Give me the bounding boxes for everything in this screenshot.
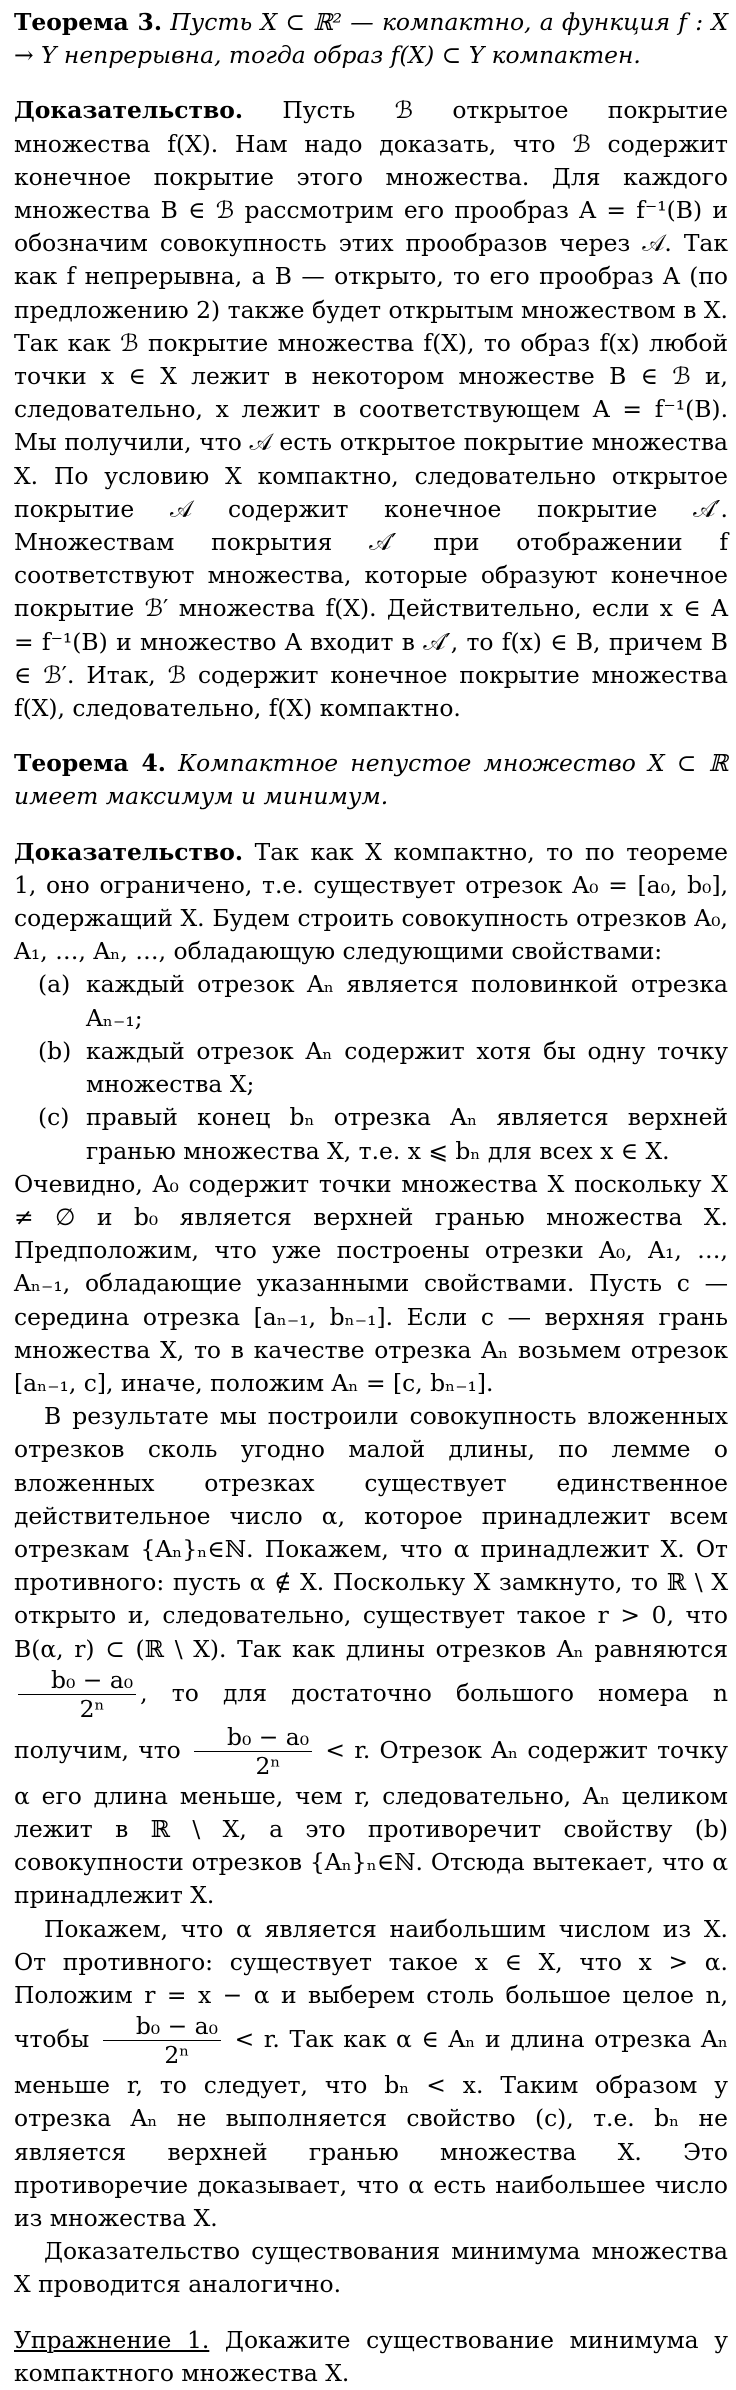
- proof-4: [14, 836, 728, 2302]
- proof-4-intro: [14, 836, 728, 969]
- property-text: каждый отрезок Aₙ содержит хотя бы одну точку множества X;: [86, 1036, 728, 1099]
- proof-4-paragraph-2-part-b: , то для достаточно большого номера n получим, что: [14, 1678, 728, 1764]
- theorem-3-heading: Теорема 3.: [14, 8, 162, 36]
- proof-4-paragraph-2: [14, 1400, 728, 1912]
- proof-4-paragraph-2-part-a: В результате мы построили совокупность вложенных отрезков сколь угодно малой длины, по лемме о вложенных отрезках существует единственное действительное число α, которое принадлежит всем отрезкам {Aₙ}ₙ∈ℕ. Покажем, что α принадлежит X. От противного: пусть α ∉ X. Поскольку X замкнуто, то ℝ \ X открыто и, следовательно, существует такое r > 0, что B(α, r) ⊂ (ℝ \ X). Так как длины отрезков Aₙ равняются: [14, 1402, 728, 1663]
- fraction-denominator: 2ⁿ: [255, 1751, 281, 1780]
- proof-4-paragraph-3: [14, 1913, 728, 2236]
- theorem-3: [14, 6, 728, 72]
- theorem-3-statement: Пусть X ⊂ ℝ² — компактно, а функция f : X → Y непрерывна, тогда образ f(X) ⊂ Y компактен.: [14, 8, 729, 70]
- proof-4-paragraph-3-part-b: < r. Так как α ∈ Aₙ и длина отрезка Aₙ меньше r, то следует, что bₙ < x. Таким образом у отрезка Aₙ не выполняется свойство (c), т.е. bₙ не является верхней гранью множества X. Это противоречие доказывает, что α есть наибольшее число из множества X.: [14, 2025, 729, 2232]
- property-label: (a): [38, 970, 71, 999]
- proof-3-heading: Доказательство.: [14, 96, 244, 125]
- theorem-4: [14, 747, 728, 813]
- property-list: [14, 968, 728, 1167]
- fraction-denominator: 2ⁿ: [164, 2041, 190, 2070]
- proof-4-paragraph-2-part-c: < r. Отрезок Aₙ содержит точку α его длина меньше, чем r, следовательно, Aₙ целиком лежит в ℝ \ X, а это противоречит свойству (b) совокупности отрезков {Aₙ}ₙ∈ℕ. Отсюда вытекает, что α принадлежит X.: [14, 1735, 728, 1910]
- exercise-label: Упражнение 1.: [14, 2325, 210, 2354]
- property-item: [38, 1035, 728, 1101]
- exercise-1: [14, 2324, 728, 2390]
- fraction: [103, 2012, 221, 2069]
- fraction: [194, 1723, 312, 1780]
- exercise-text: Докажите существование минимума у компактного множества X.: [14, 2325, 728, 2387]
- fraction-numerator: b₀ − a₀: [18, 1666, 136, 1695]
- property-label: (b): [38, 1036, 72, 1065]
- theorem-4-statement: Компактное непустое множество X ⊂ ℝ имеет максимум и минимум.: [14, 749, 729, 811]
- theorem-4-heading: Теорема 4.: [14, 749, 166, 778]
- property-label: (c): [38, 1103, 70, 1132]
- proof-4-intro-text: Так как X компактно, то по теореме 1, оно ограничено, т.е. существует отрезок A₀ = [a₀, b₀], содержащий X. Будем строить совокупность отрезков A₀, A₁, …, Aₙ, …, обладающую следующими свойствами:: [14, 837, 728, 966]
- proof-4-heading: Доказательство.: [14, 837, 244, 866]
- property-text: каждый отрезок Aₙ является половинкой отрезка Aₙ₋₁;: [86, 970, 728, 1032]
- fraction: [18, 1666, 136, 1723]
- fraction-numerator: b₀ − a₀: [103, 2012, 221, 2041]
- proof-3: [14, 94, 728, 725]
- fraction-denominator: 2ⁿ: [79, 1694, 105, 1723]
- proof-3-text: Пусть ℬ открытое покрытие множества f(X). Нам надо доказать, что ℬ содержит конечное покрытие этого множества. Для каждого множества B ∈ ℬ рассмотрим его прообраз A = f⁻¹(B) и обозначим совокупность этих прообразов через 𝒜. Так как f непрерывна, а B — открыто, то его прообраз A (по предложению 2) также будет открытым множеством в X. Так как ℬ покрытие множества f(X), то образ f(x) любой точки x ∈ X лежит в некотором множестве B ∈ ℬ и, следовательно, x лежит в соответствующем A = f⁻¹(B). Мы получили, что 𝒜 есть открытое покрытие множества X. По условию X компактно, следовательно открытое покрытие 𝒜 содержит конечное покрытие 𝒜′. Множествам покрытия 𝒜′ при отображении f соответствуют множества, которые образуют конечное покрытие ℬ′ множества f(X). Действительно, если x ∈ A = f⁻¹(B) и множество A входит в 𝒜′, то f(x) ∈ B, причем B ∈ ℬ′. Итак, ℬ содержит конечное покрытие множества f(X), следовательно, f(X) компактно.: [14, 96, 728, 723]
- proof-4-paragraph-1: Очевидно, A₀ содержит точки множества X поскольку X ≠ ∅ и b₀ является верхней гранью множества X. Предположим, что уже построены отрезки A₀, A₁, …, Aₙ₋₁, обладающие указанными свойствами. Пусть c — середина отрезка [aₙ₋₁, bₙ₋₁]. Если c — верхняя грань множества X, то в качестве отрезка Aₙ возьмем отрезок [aₙ₋₁, c], иначе, положим Aₙ = [c, bₙ₋₁].: [14, 1169, 728, 1397]
- proof-4-paragraph-3-part-a: Покажем, что α является наибольшим числом из X. От противного: существует такое x ∈ X, что x > α. Положим r = x − α и выберем столь большое целое n, чтобы: [14, 1914, 728, 2054]
- property-text: правый конец bₙ отрезка Aₙ является верхней гранью множества X, т.е. x ⩽ bₙ для всех x ∈ X.: [86, 1103, 728, 1165]
- fraction-numerator: b₀ − a₀: [194, 1723, 312, 1752]
- proof-4-paragraph-4: Доказательство существования минимума множества X проводится аналогично.: [14, 2237, 728, 2299]
- property-item: [38, 968, 728, 1034]
- property-item: [38, 1101, 728, 1167]
